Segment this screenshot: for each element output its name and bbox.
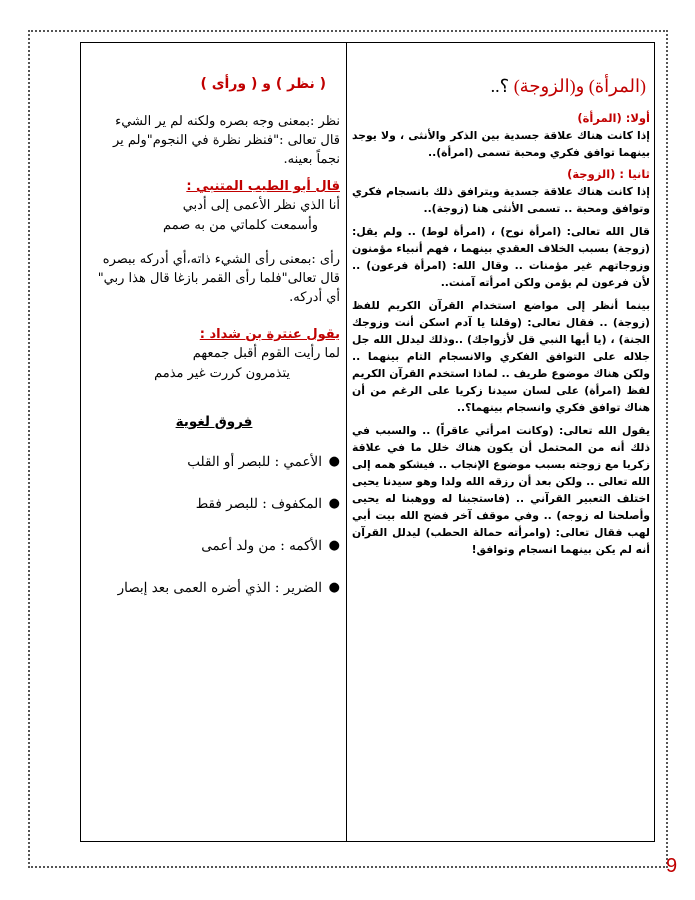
paragraph-noah-lot: قال الله تعالى: (امرأة نوح) ، (امرأة لوط) .. ولم يقل: (زوجة) بسبب الخلاف العقدي بينهما ، فهم أنبياء مؤمنون وزوجاتهم غير مؤمنات .. وقال الله: (امرأة فرعون) .. لأن فرعون لم يؤمن ولكن امرأته آمنت.. — [352, 225, 650, 289]
paragraph-zakariya: يقول الله تعالى: (وكانت امرأتي عاقراً) .. والسبب في ذلك أنه من المحتمل أن يكون هناك خلل ما في علاقة زكريا مع زوجته بسبب موضوع الإنجاب .. فيشكو همه إلى الله تعالى .. ولكن بعد أن رزقه الله ولدا وهو سيدنا يحيى اختلف التعبير القرآني .. (فاستجبنا له ووهبنا له يحيى وأصلحنا له زوجه) .. وفي موقف آخر فضح الله بيت أبي لهب فقال تعالى: (وامرأته حمالة الحطب) ليدلل القرآن أنه لم يكن بينهما انسجام وتوافق! — [352, 424, 650, 556]
differences-list — [88, 452, 340, 598]
section-heading-wife: ثانيا : (الزوجة) — [567, 167, 650, 181]
list-item — [88, 452, 340, 472]
bullet-icon: ● — [328, 454, 340, 469]
list-item — [88, 494, 340, 514]
poem-line-4: يتذمرون كررت غير مذمم — [154, 366, 290, 381]
right-column-title — [352, 76, 646, 97]
right-column — [352, 70, 650, 564]
raa-definition: رأى :بمعنى رأى الشيء ذاته،أي أدركه ببصره — [102, 252, 340, 267]
bullet-icon: ● — [328, 538, 340, 553]
left-column-title: ( نظر ) و ( ورأى ) — [200, 76, 326, 92]
poem-line-1: أنا الذي نظر الأعمى إلى أدبي — [182, 198, 340, 213]
bullet-icon: ● — [328, 580, 340, 595]
paragraph-quran-usage: بينما أنظر إلى مواضع استخدام القرآن الكريم للفظ (زوجة) .. فقال تعالى: (وقلنا يا آدم اسكن أنت وزوجك الجنة) ، (يا أيها النبي قل لأزواجك) ..وذلك ليدلل الله جل جلاله على التوافق الفكري والانسجام التام بينهما .. ولكن هناك موضوع طريف .. لماذا استخدم القرآن الكريم لفظ (امرأة) على لسان سيدنا زكريا على الرغم من أن هناك توافق فكري وانسجام بينهما؟.. — [352, 299, 650, 414]
nazar-definition: نظر :بمعنى وجه بصره ولكنه لم ير الشيء — [115, 114, 340, 129]
list-item-text: الضرير : الذي أضره العمى بعد إبصار — [117, 580, 322, 596]
list-item — [88, 578, 340, 598]
column-divider — [346, 42, 347, 842]
section-heading-woman: أولا: (المرأة) — [577, 111, 650, 125]
list-item-text: الأعمي : للبصر أو القلب — [187, 454, 322, 470]
right-title-suffix: ؟.. — [490, 76, 514, 96]
right-title-text: (المرأة) و(الزوجة) — [513, 76, 646, 96]
nazar-verse: قال تعالى :"فنظر نظرة في النجوم"ولم ير نجماً بعينه. — [112, 133, 340, 167]
raa-verse: قال تعالى"فلما رأى القمر بازغا قال هذا ربي" أي أدركه. — [97, 271, 340, 305]
poem-line-3: لما رأيت القوم أقبل جمعهم — [192, 346, 340, 361]
section-text-wife: إذا كانت هناك علاقة جسدية ويترافق ذلك بانسجام فكري وتوافق ومحبة .. تسمى الأنثى هنا (زوجة).. — [352, 185, 650, 215]
left-column — [88, 70, 340, 620]
poet-mutanabbi-heading: قال أبو الطيب المتنبي : — [186, 179, 340, 194]
section-text-woman: إذا كانت هناك علاقة جسدية بين الذكر والأنثى ، ولا يوجد بينهما توافق فكري ومحبة تسمى (امرأة).. — [352, 129, 650, 159]
list-item-text: الأكمه : من ولد أعمى — [201, 538, 322, 554]
page-number: 9 — [666, 855, 678, 877]
poem-line-2: وأسمعت كلماتي من به صمم — [163, 218, 318, 233]
list-item — [88, 536, 340, 556]
bullet-icon: ● — [328, 496, 340, 511]
poet-antara-heading: يقول عنترة بن شداد : — [199, 327, 340, 342]
linguistic-differences-title: فروق لغوية — [175, 414, 253, 430]
list-item-text: المكفوف : للبصر فقط — [195, 496, 322, 512]
